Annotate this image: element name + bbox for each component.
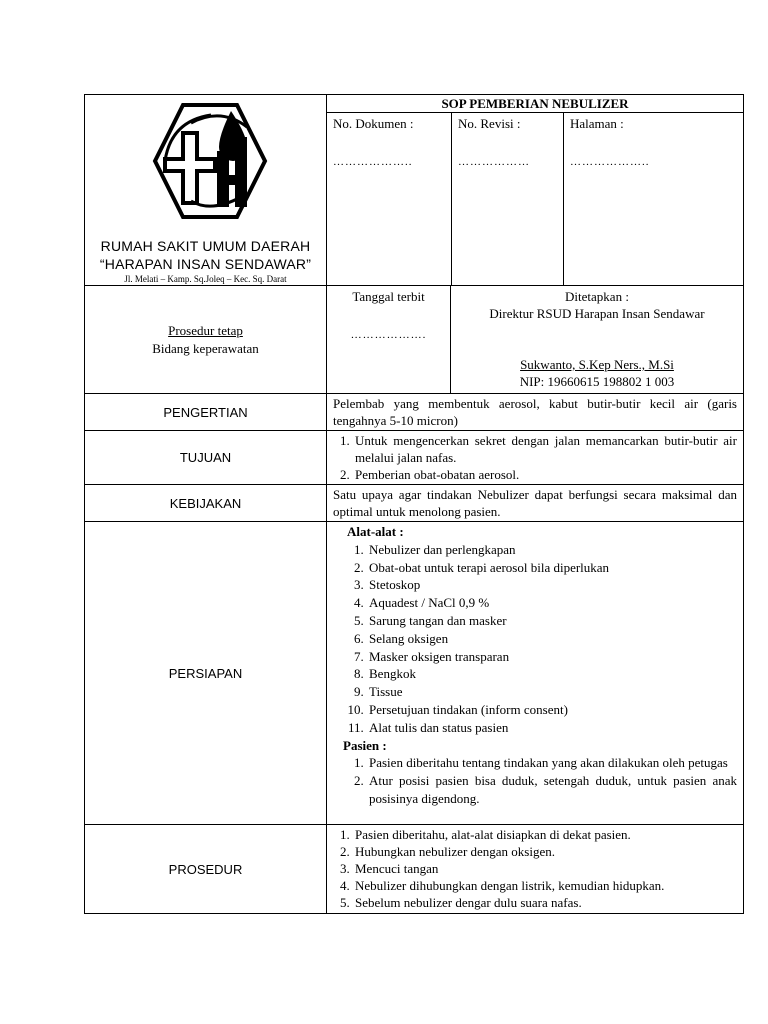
issuance-cell bbox=[327, 286, 744, 394]
list-item: 1. Pasien diberitahu tentang tindakan yang akan dilakukan oleh petugas bbox=[367, 754, 737, 772]
list-item: 6. Selang oksigen bbox=[367, 630, 737, 648]
hospital-address: Jl. Melati – Kamp. Sq.Joleq – Kec. Sq. Darat bbox=[124, 274, 287, 284]
tujuan-content bbox=[327, 431, 744, 485]
persiapan-content bbox=[327, 522, 744, 825]
halaman-label: Halaman : bbox=[570, 116, 624, 131]
ditetapkan-label: Ditetapkan : bbox=[565, 289, 629, 304]
prosedur-content bbox=[327, 825, 744, 914]
no-dokumen-field bbox=[327, 113, 451, 285]
alat-list bbox=[333, 541, 737, 737]
list-item: 1. Nebulizer dan perlengkapan bbox=[367, 541, 737, 559]
prosedur-list bbox=[333, 826, 737, 911]
no-revisi-value: ……………… bbox=[458, 156, 530, 168]
procedure-label: Prosedur tetap bbox=[168, 322, 243, 338]
list-item: 2. Pemberian obat-obatan aerosol. bbox=[353, 466, 737, 483]
list-item: 3. Stetoskop bbox=[367, 576, 737, 594]
hospital-name-line2: “HARAPAN INSAN SENDAWAR” bbox=[99, 256, 312, 272]
signer-block bbox=[451, 356, 743, 390]
list-item: 3. Mencuci tangan bbox=[353, 860, 737, 877]
list-item: 2. Hubungkan nebulizer dengan oksigen. bbox=[353, 843, 737, 860]
tanggal-terbit-label: Tanggal terbit bbox=[352, 289, 425, 304]
list-item: 8. Bengkok bbox=[367, 665, 737, 683]
document-meta-cell bbox=[327, 113, 744, 286]
no-revisi-field bbox=[451, 113, 563, 285]
ditetapkan-field bbox=[451, 286, 743, 393]
list-item: 1. Pasien diberitahu, alat-alat disiapkan di dekat pasien. bbox=[353, 826, 737, 843]
no-revisi-label: No. Revisi : bbox=[458, 116, 521, 131]
list-item: 2. Atur posisi pasien bisa duduk, setengah duduk, untuk pasien anak posisinya digendong. bbox=[367, 772, 737, 808]
hospital-name bbox=[85, 237, 326, 273]
hospital-name-line1: RUMAH SAKIT UMUM DAERAH bbox=[100, 238, 311, 254]
hospital-identity-cell bbox=[85, 95, 327, 286]
list-item: 5. Sarung tangan dan masker bbox=[367, 612, 737, 630]
signer-name: Sukwanto, S.Kep Ners., M.Si bbox=[520, 357, 674, 372]
halaman-field bbox=[563, 113, 743, 285]
halaman-value: ……………….. bbox=[570, 156, 650, 168]
director-title: Direktur RSUD Harapan Insan Sendawar bbox=[489, 306, 705, 321]
procedure-field: Bidang keperawatan bbox=[152, 340, 259, 356]
signer-nip: NIP: 19660615 198802 1 003 bbox=[519, 374, 675, 389]
tujuan-list bbox=[333, 432, 737, 483]
list-item: 5. Sebelum nebulizer dengar dulu suara nafas. bbox=[353, 894, 737, 911]
document-title: SOP PEMBERIAN NEBULIZER bbox=[327, 95, 744, 113]
kebijakan-text: Satu upaya agar tindakan Nebulizer dapat berfungsi secara maksimal dan optimal untuk menolong pasien. bbox=[327, 485, 744, 522]
tujuan-label: TUJUAN bbox=[85, 431, 327, 485]
list-item: 9. Tissue bbox=[367, 683, 737, 701]
pengertian-label: PENGERTIAN bbox=[85, 394, 327, 431]
hospital-logo-icon bbox=[151, 101, 269, 221]
list-item: 11. Alat tulis dan status pasien bbox=[367, 719, 737, 737]
no-dokumen-value: ……………….. bbox=[333, 156, 413, 168]
pasien-heading: Pasien : bbox=[343, 737, 387, 753]
sop-document-table bbox=[84, 94, 744, 914]
pengertian-text: Pelembab yang membentuk aerosol, kabut butir-butir kecil air (garis tengahnya 5-10 micron) bbox=[327, 394, 744, 431]
alat-heading: Alat-alat : bbox=[347, 524, 404, 539]
list-item: 7. Masker oksigen transparan bbox=[367, 648, 737, 666]
no-dokumen-label: No. Dokumen : bbox=[333, 116, 414, 131]
list-item: 2. Obat-obat untuk terapi aerosol bila diperlukan bbox=[367, 559, 737, 577]
tanggal-terbit-field bbox=[327, 286, 451, 393]
list-item: 4. Aquadest / NaCl 0,9 % bbox=[367, 594, 737, 612]
pasien-list bbox=[333, 754, 737, 807]
prosedur-label: PROSEDUR bbox=[85, 825, 327, 914]
persiapan-label: PERSIAPAN bbox=[85, 522, 327, 825]
procedure-type-cell bbox=[85, 286, 327, 394]
list-item: 4. Nebulizer dihubungkan dengan listrik, kemudian hidupkan. bbox=[353, 877, 737, 894]
list-item: 10. Persetujuan tindakan (inform consent) bbox=[367, 701, 737, 719]
list-item: 1. Untuk mengencerkan sekret dengan jalan memancarkan butir-butir air melalui jalan nafas. bbox=[353, 432, 737, 466]
tanggal-terbit-value: ………………. bbox=[350, 329, 427, 341]
kebijakan-label: KEBIJAKAN bbox=[85, 485, 327, 522]
